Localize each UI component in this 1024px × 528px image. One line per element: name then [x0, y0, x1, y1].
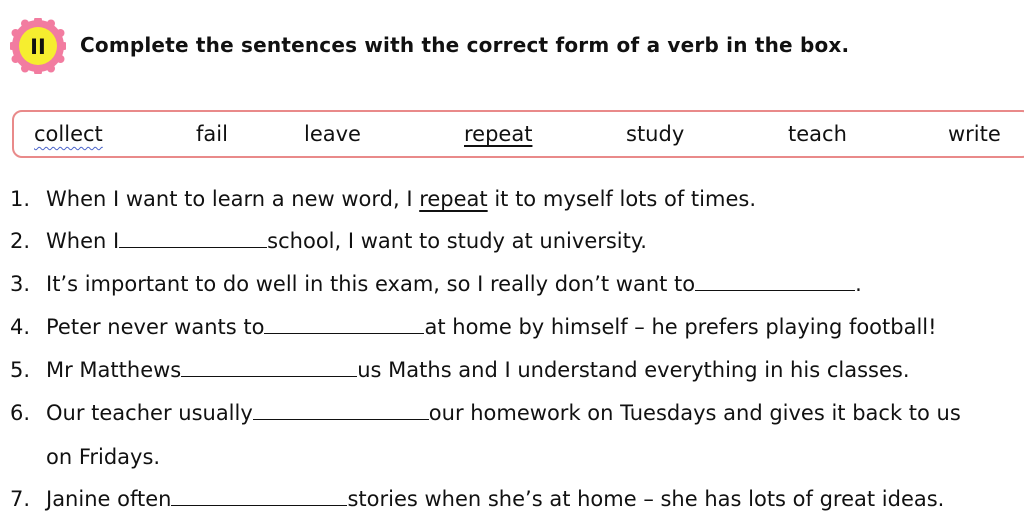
answer-blank[interactable] — [181, 358, 357, 377]
sentence-item — [10, 485, 944, 513]
word-write: write — [948, 122, 1001, 146]
item-number: 3. — [10, 272, 31, 296]
example-answer: repeat — [419, 187, 488, 211]
sentence-text: Peter never wants to — [46, 315, 265, 339]
item-number: 7. — [10, 487, 31, 511]
section-number-badge — [10, 18, 66, 74]
sentence-text: . — [855, 272, 862, 296]
item-number: 5. — [10, 358, 31, 382]
section-numeral: II — [30, 35, 46, 59]
word-teach: teach — [788, 122, 847, 146]
answer-blank[interactable] — [253, 401, 429, 420]
sentence-text: stories when she’s at home – she has lots of great ideas. — [347, 487, 945, 511]
sentence-item — [10, 185, 756, 213]
word-leave: leave — [304, 122, 361, 146]
sentence-item — [10, 399, 961, 427]
word-box — [12, 110, 1024, 158]
instruction-heading: Complete the sentences with the correct form of a verb in the box. — [80, 33, 850, 57]
word-fail: fail — [196, 122, 228, 146]
sentence-item — [10, 227, 647, 255]
word-repeat: repeat — [464, 122, 533, 146]
item-number: 4. — [10, 315, 31, 339]
item-number: 6. — [10, 401, 31, 425]
answer-blank[interactable] — [171, 487, 347, 506]
sentence-text: school, I want to study at university. — [267, 229, 647, 253]
badge-starburst-icon — [10, 18, 66, 74]
sentence-text: at home by himself – he prefers playing football! — [424, 315, 937, 339]
word-study: study — [626, 122, 685, 146]
sentence-text: our homework on Tuesdays and gives it back to us — [428, 401, 961, 425]
sentence-item — [10, 356, 910, 384]
sentence-text: Janine often — [46, 487, 172, 511]
word-collect: collect — [34, 122, 103, 146]
sentence-text: Mr Matthews — [46, 358, 182, 382]
sentence-text: it to myself lots of times. — [487, 187, 756, 211]
answer-blank[interactable] — [695, 272, 855, 291]
answer-blank[interactable] — [264, 315, 424, 334]
item-number: 1. — [10, 187, 31, 211]
item-number: 2. — [10, 229, 31, 253]
sentence-item — [10, 270, 862, 298]
sentence-text: us Maths and I understand everything in his classes. — [357, 358, 910, 382]
sentence-text: When I — [46, 229, 120, 253]
answer-blank[interactable] — [119, 229, 267, 248]
sentence-text: When I want to learn a new word, I — [46, 187, 420, 211]
sentence-continuation: on Fridays. — [46, 445, 161, 469]
sentence-text: It’s important to do well in this exam, so I really don’t want to — [46, 272, 696, 296]
sentence-text: Our teacher usually — [46, 401, 253, 425]
sentence-item — [10, 313, 937, 341]
